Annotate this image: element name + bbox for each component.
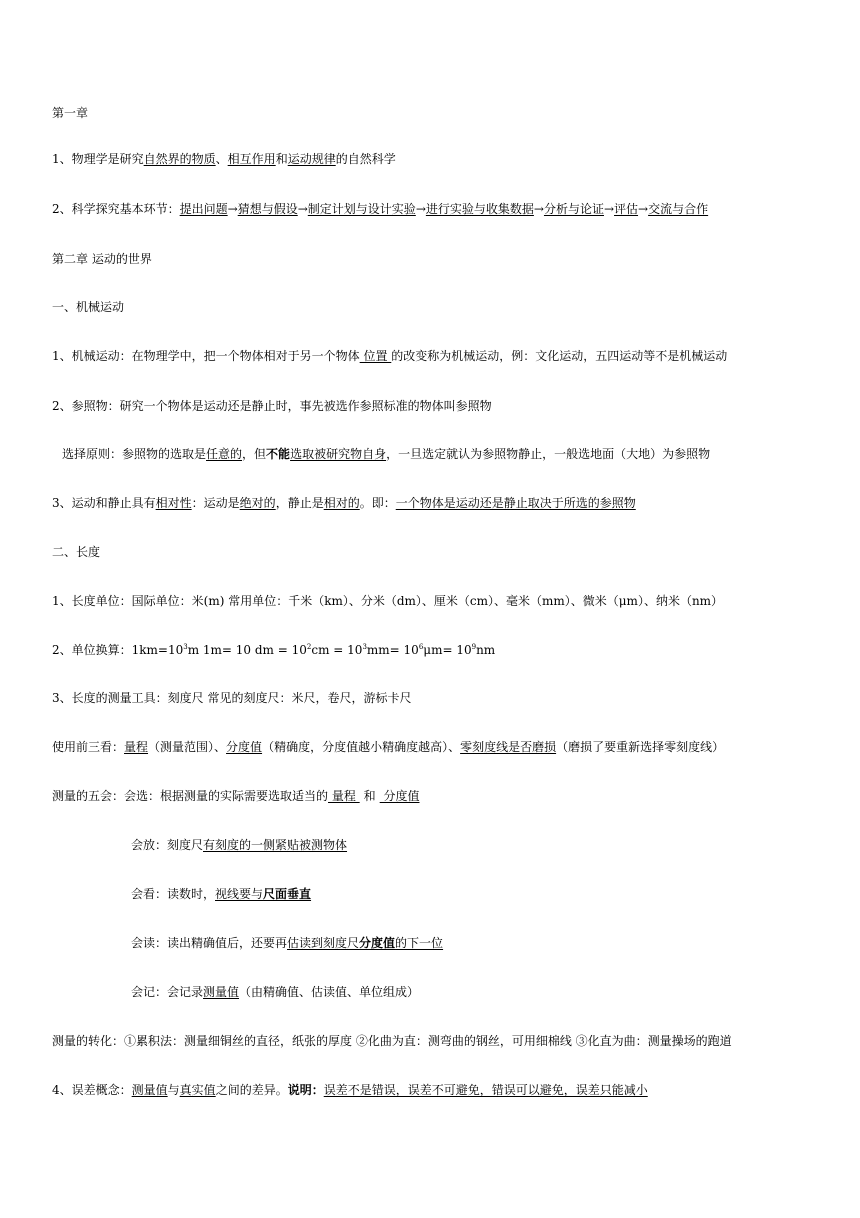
paragraph-five-skills-read: 会读：读出精确值后，还要再估读到刻度尺分度值的下一位 xyxy=(131,936,444,950)
paragraph-mechanical-motion: 1、机械运动：在物理学中，把一个物体相对于另一个物体 位置 的改变称为机械运动，例：文化运动，五四运动等不是机械运动 xyxy=(52,349,728,363)
section-length-title: 二、长度 xyxy=(52,545,101,559)
paragraph-measuring-tools: 3、长度的测量工具：刻度尺 常见的刻度尺：米尺，卷尺，游标卡尺 xyxy=(52,691,412,705)
paragraph-inquiry-steps: 2、科学探究基本环节：提出问题→猜想与假设→制定计划与设计实验→进行实验与收集数据→分析与论证→评估→交流与合作 xyxy=(52,202,709,216)
paragraph-measurement-conversion: 测量的转化：①累积法：测量细铜丝的直径，纸张的厚度 ②化曲为直：测弯曲的钢丝，可用细棉线 ③化直为曲：测量操场的跑道 xyxy=(52,1034,732,1048)
paragraph-length-units: 1、长度单位：国际单位：米(m) 常用单位：千米（km）、分米（dm）、厘米（cm）、毫米（mm）、微米（μm）、纳米（nm） xyxy=(52,594,724,608)
paragraph-five-skills-record: 会记：会记录测量值（由精确值、估读值、单位组成） xyxy=(131,985,420,999)
chapter-1-title: 第一章 xyxy=(52,106,89,120)
paragraph-physics-definition: 1、物理学是研究自然界的物质、相互作用和运动规律的自然科学 xyxy=(52,152,396,166)
chapter-2-title: 第二章 运动的世界 xyxy=(52,252,152,266)
paragraph-selection-principle: 选择原则：参照物的选取是任意的，但不能选取被研究物自身，一旦选定就认为参照物静止，一般选地面（大地）为参照物 xyxy=(62,447,711,461)
paragraph-five-skills-place: 会放：刻度尺有刻度的一侧紧贴被测物体 xyxy=(131,838,348,852)
paragraph-three-checks: 使用前三看：量程（测量范围）、分度值（精确度，分度值越小精确度越高）、零刻度线是否磨损（磨损了要重新选择零刻度线） xyxy=(52,740,725,754)
section-mechanical-motion-title: 一、机械运动 xyxy=(52,300,125,314)
paragraph-five-skills-look: 会看：读数时，视线要与尺面垂直 xyxy=(131,887,312,901)
paragraph-reference-object: 2、参照物：研究一个物体是运动还是静止时，事先被选作参照标准的物体叫参照物 xyxy=(52,399,492,413)
paragraph-error-concept: 4、误差概念：测量值与真实值之间的差异。说明：误差不是错误，误差不可避免，错误可以避免，误差只能减小 xyxy=(52,1083,648,1097)
paragraph-unit-conversion: 2、单位换算：$1km=10^3m$ 1m= 10 dm = $10^2cm = 10^3mm= 10^6\mu m= 10^9nm$ xyxy=(52,643,496,657)
paragraph-five-skills-select: 测量的五会：会选：根据测量的实际需要选取适当的 量程 和 分度值 xyxy=(52,789,420,803)
paragraph-relativity: 3、运动和静止具有相对性：运动是绝对的，静止是相对的。即：一个物体是运动还是静止取决于所选的参照物 xyxy=(52,496,636,510)
